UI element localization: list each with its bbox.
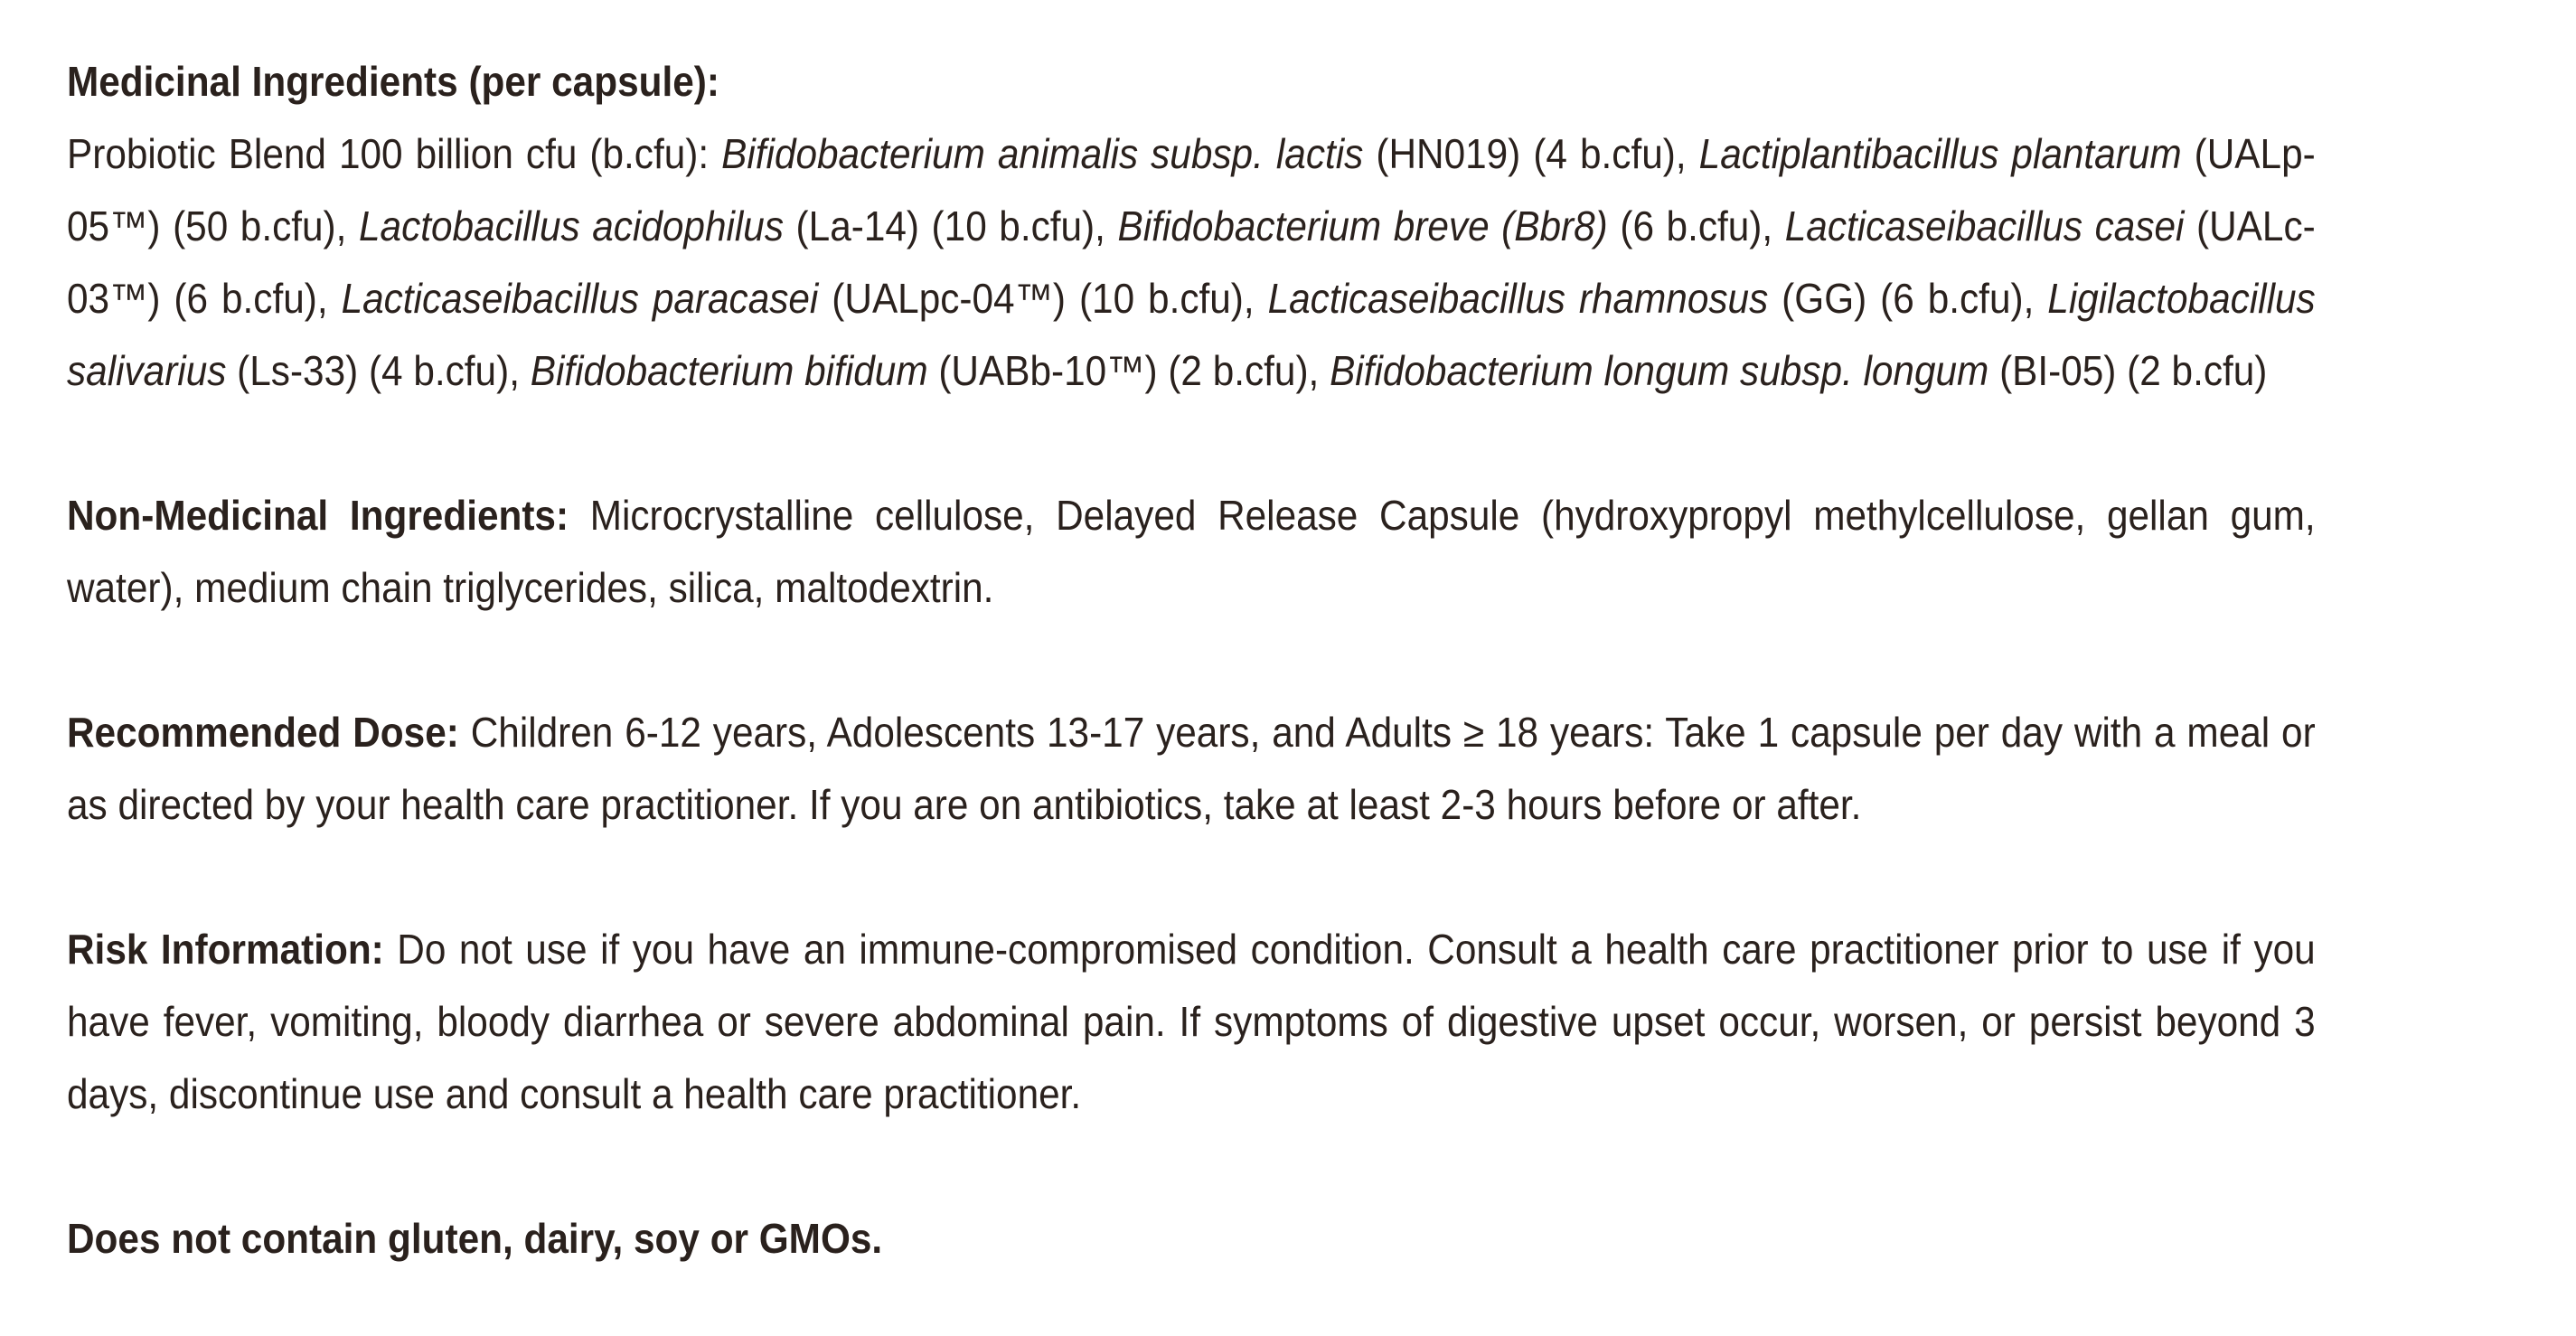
- ingredient-name: Bifidobacterium animalis subsp. lactis: [721, 130, 1364, 177]
- ingredient-detail: (UALp-05™) (50 b.cfu),: [67, 130, 2316, 249]
- non-medicinal-ingredients-label: Non-Medicinal Ingredients:: [67, 492, 569, 539]
- medicinal-ingredients-section: [67, 45, 2316, 407]
- recommended-dose-text: Children 6-12 years, Adolescents 13-17 years, and Adults ≥ 18 years: Take 1 capsule per day with a meal or as directed by your health care practitioner. If you are on antibiotics, take at least 2-3 hours before or after.: [67, 709, 2316, 828]
- ingredient-name: Lactiplantibacillus plantarum: [1698, 130, 2182, 177]
- non-medicinal-ingredients-section: [67, 479, 2316, 624]
- ingredient-name: Bifidobacterium breve (Bbr8): [1117, 202, 1608, 249]
- risk-information-label: Risk Information:: [67, 926, 384, 973]
- section-spacer: [67, 841, 2316, 913]
- ingredient-detail: (HN019) (4 b.cfu),: [1363, 130, 1699, 177]
- ingredient-name: Bifidobacterium longum subsp. longum: [1330, 347, 1989, 394]
- ingredient-name: Lacticaseibacillus rhamnosus: [1267, 275, 1769, 322]
- ingredient-detail: (UABb-10™) (2 b.cfu),: [927, 347, 1330, 394]
- medicinal-ingredients-heading: Medicinal Ingredients (per capsule):: [67, 58, 719, 105]
- ingredient-name: Ligilactobacillus salivarius: [67, 275, 2316, 394]
- ingredient-detail: (UALc-03™) (6 b.cfu),: [67, 202, 2316, 322]
- section-spacer: [67, 624, 2316, 696]
- ingredient-name: Lacticaseibacillus paracasei: [341, 275, 819, 322]
- ingredient-detail: (La-14) (10 b.cfu),: [783, 202, 1118, 249]
- risk-information-text: Do not use if you have an immune-compromised condition. Consult a health care practitioner prior to use if you have fever, vomiting, bloody diarrhea or severe abdominal pain. If symptoms of digestive upset occur, worsen, or persist beyond 3 days, discontinue use and consult a health care practitioner.: [67, 926, 2316, 1117]
- ingredient-detail: (UALpc-04™) (10 b.cfu),: [818, 275, 1268, 322]
- ingredient-detail: (GG) (6 b.cfu),: [1768, 275, 2048, 322]
- ingredient-name: Lacticaseibacillus casei: [1784, 202, 2185, 249]
- non-medicinal-ingredients-text: Microcrystalline cellulose, Delayed Release Capsule (hydroxypropyl methylcellulose, gellan gum, water), medium chain triglycerides, silica, maltodextrin.: [67, 492, 2316, 611]
- ingredient-detail: (BI-05) (2 b.cfu): [1988, 347, 2268, 394]
- risk-information-section: [67, 913, 2316, 1130]
- section-spacer: [67, 1130, 2316, 1202]
- ingredient-detail: (Ls-33) (4 b.cfu),: [226, 347, 531, 394]
- allergen-statement: Does not contain gluten, dairy, soy or GMOs.: [67, 1215, 883, 1262]
- section-spacer: [67, 407, 2316, 479]
- label-text-panel: [67, 45, 2316, 1275]
- probiotic-blend-intro: Probiotic Blend 100 billion cfu (b.cfu):: [67, 130, 722, 177]
- recommended-dose-section: [67, 696, 2316, 841]
- ingredient-name: Bifidobacterium bifidum: [530, 347, 928, 394]
- ingredient-detail: (6 b.cfu),: [1607, 202, 1785, 249]
- ingredient-name: Lactobacillus acidophilus: [358, 202, 784, 249]
- recommended-dose-label: Recommended Dose:: [67, 709, 459, 756]
